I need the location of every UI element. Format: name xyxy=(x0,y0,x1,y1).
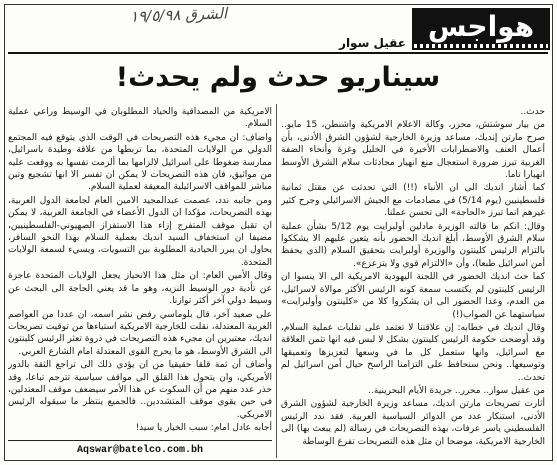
footer-rule xyxy=(8,440,272,441)
article-column-left xyxy=(8,106,272,436)
paragraph: وقال انديك في خطابه: إن علاقتنا لا تعتمد على تقلبات عملية السلام، وقد أوضحت حكومة الرئيس كلينتون بشكل لا لبس فيه انها تثمن العلاقة مع اسرائيل، وانها ستعمل كل ما في وسعها لتعزيزها وتعميقها وتوسيعها.. ونحن سنحافظ على التزامنا الراسخ حيال أمن اسرائيل لم تحدث.. xyxy=(281,322,545,383)
handwritten-date-note: الشرق ١٩/٥/٩٨ xyxy=(129,4,228,26)
column-divider xyxy=(276,104,277,458)
paragraph: على صعيد آخر، قال بلوماسي رفض نشر اسمه، ان عددا من العواصم العربية المعتدلة، نقلت للخارجية الامريكية استياءها من توقيت تصريحات انديك، معتبرين ان مجيء هذه التصريحات في ذروة تعثر الرئيس كلينتون الى الشرق الأوسط، هو ما يحرج القوى المعتدلة امام الشارع العربي. xyxy=(8,309,272,357)
column-masthead xyxy=(412,8,550,50)
paragraph: حدث.. xyxy=(520,107,545,117)
paragraph: وأضاف أن ثمة قلقا حقيقيا من ان يؤدي ذلك الى تراجع الثقة بالدور الأمريكي، وان يتحول هذا القلق الى مواقف سياسية تترجم تباعا، وقد حذر عدد منهم من أن السكوت عن هذا الأمر سيضعف موقف المعتدلين، في حين يقوي موقف المتشددين.. فالجميع ينتظر ما سيقوله الرئيس الامريكي. xyxy=(8,360,272,420)
paragraph: وقال: انكم ما قالته الوزيرة مادلين أولبرايت يوم 5/12 بشأن عملية سلام الشرق الأوسط، أبلغ انديك الحضور بأنه يتعين عليهم الا يشككوا بالتزام الرئيس كلينتون والوزيرة أولبرايت بتحقيق السلام (الذي يحفظ أمن اسرائيل طبعا)، وأن «الالتزام قوي ولا يتزعزع». xyxy=(281,221,545,269)
author-email: Aqswar@batelco.com.bh xyxy=(76,445,204,456)
article-headline: سيناريو حدث ولم يحدث! xyxy=(115,62,441,93)
masthead-stripe xyxy=(414,44,548,48)
masthead-title: هواجس xyxy=(427,10,535,43)
paragraph: ومن جانبه ندد، عصمت عبدالمجيد الامين العام لجامعة الدول العربية، بهذه التصريحات، مؤكدا ان الدول الأعضاء في الجامعة العربية، لا يمكن ان تقبل موقف المتفرج إزاء هذا الاستفزاز الصهيوني-الفلسطينيين، مضيفا ان استخفاف السيد انديك بعملية السلام بهذا النحو السافر، يحاول ان يبرر الحيادية المطلوبة بين التسويات، ويسيء لسمعة الولايات المتحدة. xyxy=(8,195,272,268)
paragraph: الامريكية من المصداقية والحياد المطلوبان في الوسيط وراعي عملية السلام. xyxy=(8,107,272,130)
paragraph: من عقيل سوار.. محرر.. جريدة الأيام البحرينية.. xyxy=(368,385,545,396)
paragraph: وقال الأمين العام: ان مثل هذا الانحياز يجعل الولايات المتحدة عاجزة عن تأدية دور الوسيط النزيه، وهو ما قد يعني الحاجة الى البحث عن وسيط دولي آخر أكثر توازنا. xyxy=(8,271,272,307)
paragraph: كما أشار انديك الى ان الأنباء (!!) التي تحدثت عن مقتل ثمانية فلسطينيين (يوم 5/14) في مصادمات مع الجيش الاسرائيلي وجرح كثير غيرهم انما تبرز «الحاجة» الى تحسن عملنا. xyxy=(281,183,545,219)
paragraph: كما حث انديك الحضور في اللجنة اليهودية الامريكية الى الا ينسوا ان الرئيس كلينتون لم يكتسب سمعة كونه الرئيس الأكثر موالاة لاسرائيل، من العدم، وعدا الحضور الى ان يشكروا كلا من «كلينتون وأولبرايت» سياستهما عن الصواب(!) xyxy=(281,272,545,320)
paragraph: من بيار سوشتش، محرر، وكالة الاعلام الامريكية واشنطن، 15 مايو.. صرح مارتن إنديك، مساعد وزيرة الخارجية لشؤون الشرق الأدنى، بأن أعمال العنف والاضطرابات الأخيرة في الخليل وغزة وأنحاء الضفة الغربية تبرز ضرورة استعجال منع انهيار محادثات سلام الشرق الأوسط انهيارا تاما. xyxy=(281,120,545,181)
paragraph: أجابه عادل امام: سبب الخيار يا سيد! xyxy=(135,423,272,434)
author-name: عقيل سوار xyxy=(339,36,406,50)
article-column-right xyxy=(281,106,545,458)
top-rule xyxy=(8,52,548,54)
paragraph: واضاف: ان مجيء هذه التصريحات في الوقت الذي يتوقع فيه المجتمع الدولي من الولايات المتحدة، بما تربطها من علاقة وطيدة باسرائيل، ممارسة ضغوطا على اسرائيل لالزامها بما ألزمت نفسها به ووقعت عليه من مواثيق، فان هذه التصريحات لا يمكن ان تفسر الا انها تشجيع وتبن مباشر للمواقف الاسرائيلية المعيقة لعملية السلام. xyxy=(8,132,272,193)
paragraph: أثارت تصريحات مارتن انديك، مساعد وزيرة الخارجية لشؤون الشرق الأدنى، استنكار عدد من الدوائر السياسية العربية. فقد ندد الرئيس الفلسطيني ياسر عرفات، بهذه التصريحات في رسالة (لم يبعث بها) الى الخارجية الامريكية، موضحا ان مثل هذه التصريحات تفرغ الوساطة xyxy=(281,399,545,447)
